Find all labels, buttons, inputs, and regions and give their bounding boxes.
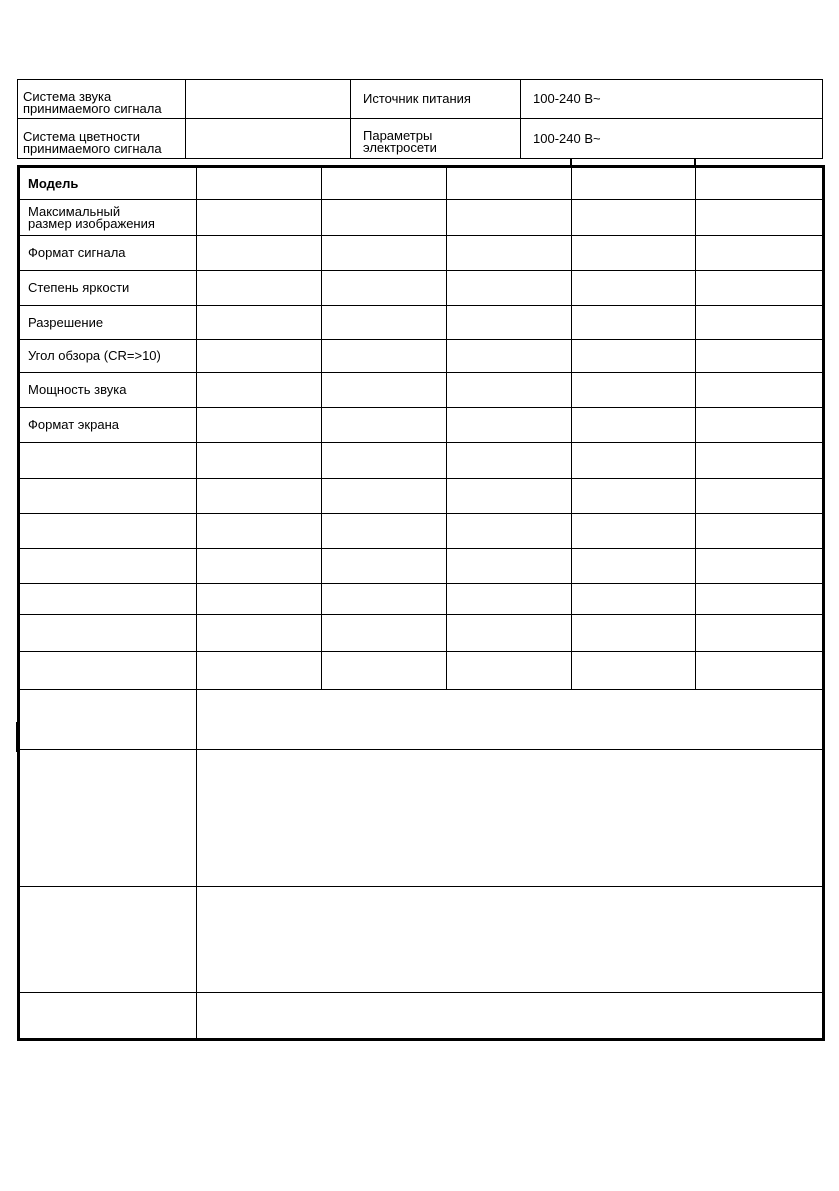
spec-value-cell xyxy=(572,200,696,236)
spec-merged-row xyxy=(19,750,824,887)
spec-merged-value xyxy=(197,750,824,887)
spec-value-cell xyxy=(447,408,572,443)
spec-row-label: Угол обзора (CR=>10) xyxy=(19,340,197,373)
spec-value-cell xyxy=(572,167,696,200)
spec-value-cell xyxy=(696,615,824,652)
spec-value-cell xyxy=(447,236,572,271)
spec-value-cell xyxy=(322,514,447,549)
spec-table xyxy=(17,165,825,1041)
spec-row xyxy=(19,615,824,652)
spec-value-cell xyxy=(696,306,824,340)
spec-value-cell xyxy=(447,479,572,514)
spec-value-cell xyxy=(696,514,824,549)
spec-row xyxy=(19,549,824,584)
spec-value-cell xyxy=(572,443,696,479)
spec-row-label xyxy=(19,584,197,615)
spec-value-cell xyxy=(322,408,447,443)
spec-value-cell xyxy=(197,236,322,271)
spec-row xyxy=(19,652,824,690)
spec-row-label: Модель xyxy=(19,167,197,200)
spec-row-label: Разрешение xyxy=(19,306,197,340)
spec-value-cell xyxy=(197,408,322,443)
spec-value-cell xyxy=(447,615,572,652)
spec-value-cell xyxy=(197,652,322,690)
spec-value-cell xyxy=(197,306,322,340)
sound-system-label: Система звука принимаемого сигнала xyxy=(18,80,186,119)
spec-value-cell xyxy=(572,236,696,271)
spec-value-cell xyxy=(572,373,696,408)
spec-value-cell xyxy=(322,236,447,271)
spec-row xyxy=(19,408,824,443)
spec-value-cell xyxy=(197,271,322,306)
mains-params-label: Параметры электросети xyxy=(351,119,521,159)
spec-merged-row xyxy=(19,887,824,993)
spec-row xyxy=(19,584,824,615)
spec-value-cell xyxy=(572,584,696,615)
spec-value-cell xyxy=(197,443,322,479)
spec-value-cell xyxy=(447,200,572,236)
color-system-label: Система цветности принимаемого сигнала xyxy=(18,119,186,159)
spec-value-cell xyxy=(197,167,322,200)
spec-row xyxy=(19,271,824,306)
spec-value-cell xyxy=(572,271,696,306)
spec-row xyxy=(19,306,824,340)
spec-row xyxy=(19,443,824,479)
spec-merged-row xyxy=(19,993,824,1040)
spec-value-cell xyxy=(572,306,696,340)
color-system-value xyxy=(186,119,351,159)
spec-value-cell xyxy=(322,443,447,479)
spec-value-cell xyxy=(197,514,322,549)
spec-row xyxy=(19,514,824,549)
spec-row xyxy=(19,200,824,236)
spec-row-label: Мощность звука xyxy=(19,373,197,408)
spec-value-cell xyxy=(197,615,322,652)
header-table xyxy=(17,79,823,159)
spec-value-cell xyxy=(696,549,824,584)
spec-row-label xyxy=(19,479,197,514)
spec-merged-label xyxy=(19,993,197,1040)
spec-row-label xyxy=(19,615,197,652)
spec-value-cell xyxy=(322,340,447,373)
spec-value-cell xyxy=(572,615,696,652)
spec-merged-value xyxy=(197,887,824,993)
spec-value-cell xyxy=(197,340,322,373)
spec-value-cell xyxy=(322,479,447,514)
spec-value-cell xyxy=(696,271,824,306)
spec-value-cell xyxy=(447,443,572,479)
spec-value-cell xyxy=(696,373,824,408)
spec-value-cell xyxy=(696,408,824,443)
spec-value-cell xyxy=(197,549,322,584)
spec-value-cell xyxy=(322,549,447,584)
spec-value-cell xyxy=(696,652,824,690)
spec-value-cell xyxy=(322,652,447,690)
spec-value-cell xyxy=(696,236,824,271)
spec-value-cell xyxy=(696,167,824,200)
spec-value-cell xyxy=(696,443,824,479)
spec-value-cell xyxy=(197,479,322,514)
spec-merged-row xyxy=(19,690,824,750)
header-row-sound-power xyxy=(18,80,823,119)
spec-row-label: Максимальный размер изображения xyxy=(19,200,197,236)
spec-row-label: Формат экрана xyxy=(19,408,197,443)
spec-value-cell xyxy=(322,200,447,236)
spec-merged-label xyxy=(19,750,197,887)
spec-value-cell xyxy=(197,200,322,236)
spec-value-cell xyxy=(322,167,447,200)
spec-value-cell xyxy=(696,340,824,373)
spec-value-cell xyxy=(447,584,572,615)
spec-value-cell xyxy=(572,549,696,584)
spec-value-cell xyxy=(447,167,572,200)
spec-value-cell xyxy=(696,479,824,514)
spec-value-cell xyxy=(447,306,572,340)
spec-value-cell xyxy=(197,373,322,408)
spec-value-cell xyxy=(572,408,696,443)
spec-value-cell xyxy=(322,306,447,340)
power-source-value: 100-240 В~ xyxy=(521,80,823,119)
spec-value-cell xyxy=(572,340,696,373)
spec-row xyxy=(19,236,824,271)
spec-value-cell xyxy=(322,584,447,615)
spec-value-cell xyxy=(696,584,824,615)
spec-value-cell xyxy=(447,549,572,584)
spec-merged-label xyxy=(19,887,197,993)
spec-row xyxy=(19,373,824,408)
spec-value-cell xyxy=(696,200,824,236)
margin-tick-mark xyxy=(16,722,18,752)
spec-merged-value xyxy=(197,993,824,1040)
spec-row-label xyxy=(19,514,197,549)
spec-value-cell xyxy=(572,479,696,514)
power-source-label: Источник питания xyxy=(351,80,521,119)
spec-row-label xyxy=(19,443,197,479)
spec-row-label xyxy=(19,652,197,690)
spec-value-cell xyxy=(322,615,447,652)
spec-row-label: Степень яркости xyxy=(19,271,197,306)
spec-value-cell xyxy=(447,652,572,690)
spec-value-cell xyxy=(447,514,572,549)
spec-value-cell xyxy=(447,373,572,408)
spec-row xyxy=(19,167,824,200)
header-row-color-mains xyxy=(18,119,823,159)
spec-merged-label xyxy=(19,690,197,750)
mains-params-value: 100-240 В~ xyxy=(521,119,823,159)
spec-value-cell xyxy=(572,514,696,549)
spec-value-cell xyxy=(572,652,696,690)
spec-row xyxy=(19,340,824,373)
spec-value-cell xyxy=(322,271,447,306)
spec-value-cell xyxy=(447,340,572,373)
spec-merged-value xyxy=(197,690,824,750)
spec-row-label: Формат сигнала xyxy=(19,236,197,271)
spec-value-cell xyxy=(197,584,322,615)
spec-row xyxy=(19,479,824,514)
spec-row-label xyxy=(19,549,197,584)
sound-system-value xyxy=(186,80,351,119)
spec-value-cell xyxy=(447,271,572,306)
spec-value-cell xyxy=(322,373,447,408)
